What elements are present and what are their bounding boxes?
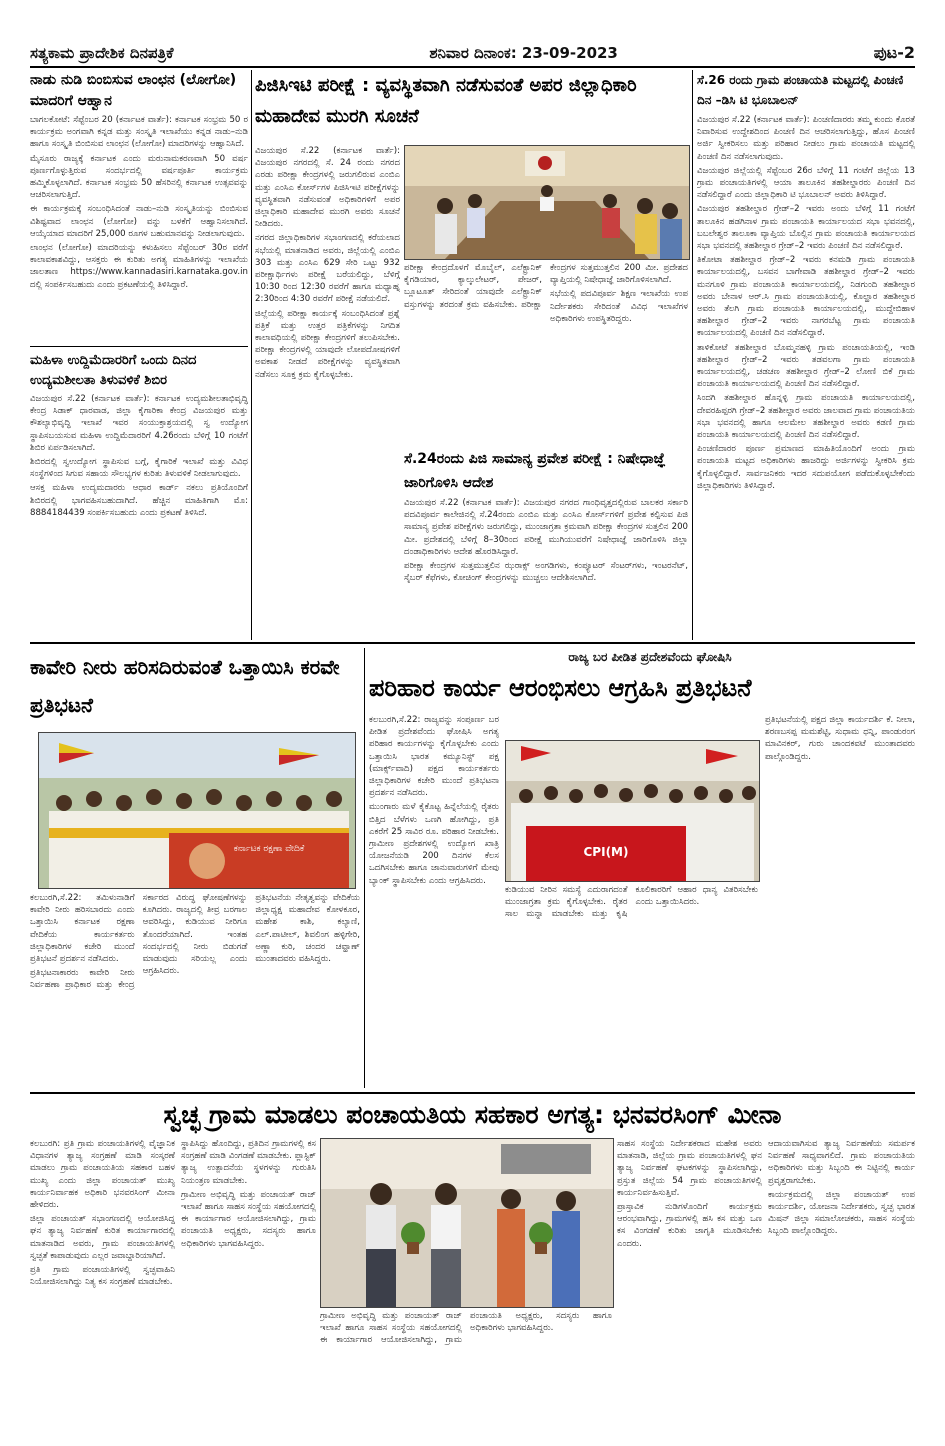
bottom-col-b (181, 1138, 316, 1436)
protest-crowd-image (39, 733, 355, 888)
paragraph: ಮುಂಗಾರು ಮಳೆ ಕೈಕೊಟ್ಟ ಹಿನ್ನೆಲೆಯಲ್ಲಿ ರೈತರು ಬಿತ್ತಿದ ಬೆಳೆಗಳು ಒಣಗಿ ಹೋಗಿದ್ದು, ಪ್ರತಿ ಎಕರೆಗೆ 25 ಸಾವಿರ ರೂ. ಪರಿಹಾರ ನೀಡಬೇಕು. ಗ್ರಾಮೀಣ ಪ್ರದೇಶಗಳಲ್ಲಿ ಉದ್ಯೋಗ ಖಾತ್ರಿ ಯೋಜನೆಯಡಿ 200 ದಿನಗಳ ಕೆಲಸ ಒದಗಿಸಬೇಕು ಹಾಗೂ ಜಾನುವಾರುಗಳಿಗೆ ಮೇವು ಬ್ಯಾಂಕ್ ಸ್ಥಾಪಿಸಬೇಕು ಎಂದು ಆಗ್ರಹಿಸಿದರು. (369, 802, 499, 886)
paragraph: ಈ ಕಾರ್ಯಕ್ರಮಕ್ಕೆ ಸಂಬಂಧಿಸಿದಂತೆ ನಾಡು–ನುಡಿ ಸಂಸ್ಕೃತಿಯನ್ನು ಬಿಂಬಿಸುವ ವಿಶಿಷ್ಟವಾದ ಲಾಂಛನ (ಲೋಗೋ) ವನ್ನು ಬಳಕೆಗೆ ಆಹ್ವಾನಿಸಲಾಗಿದೆ. ಆಯ್ಕೆಯಾದ ಮಾದರಿಗೆ 25,000 ರೂಗಳ ಬಹುಮಾನವನ್ನು ನೀಡಲಾಗುವುದು. (30, 204, 248, 239)
meeting-photo (404, 145, 690, 260)
mid-left-headline: ಕಾವೇರಿ ನೀರು ಹರಿಸದಿರುವಂತೆ ಒತ್ತಾಯಿಸಿ ಕರವೇ ಪ್ರತಿಭಟನೆ (30, 655, 340, 717)
paragraph: ಜಿಲ್ಲೆಯಲ್ಲಿ ಪರೀಕ್ಷಾ ಕಾರ್ಯಕ್ಕೆ ಸಂಬಂಧಿಸಿದಂತೆ ಪ್ರಶ್ನೆ ಪತ್ರಿಕೆ ಮತ್ತು ಉತ್ತರ ಪತ್ರಿಕೆಗಳನ್ನು ನಿಗದಿತ ಕಾಲಾವಧಿಯಲ್ಲಿ ಪರೀಕ್ಷಾ ಕೇಂದ್ರಗಳಿಗೆ ತಲುಪಿಸಬೇಕು. ಪರೀಕ್ಷಾ ಕೇಂದ್ರಗಳಲ್ಲಿ ಯಾವುದೇ ಲೋಪದೋಷಗಳಿಗೆ ಅವಕಾಶ ನೀಡದೆ ಪರೀಕ್ಷೆಗಳನ್ನು ವ್ಯವಸ್ಥಿತವಾಗಿ ನಡೆಸಲು ಸೂಕ್ತ ಕ್ರಮ ಕೈಗೊಳ್ಳಬೇಕು. (255, 308, 400, 380)
paragraph: ನಗರದ ಜಿಲ್ಲಾಧಿಕಾರಿಗಳ ಸಭಾಂಗಣದಲ್ಲಿ ಕರೆಯಲಾದ ಸಭೆಯಲ್ಲಿ ಮಾತನಾಡಿದ ಅವರು, ಜಿಲ್ಲೆಯಲ್ಲಿ ಎಂಬಿಎ 303 ಮತ್ತು ಎಂಸಿಎ 629 ಸೇರಿ ಒಟ್ಟು 932 ಪರೀಕ್ಷಾರ್ಥಿಗಳು ಪರೀಕ್ಷೆ ಬರೆಯಲಿದ್ದು, ಬೆಳಿಗ್ಗೆ 10:30 ರಿಂದ 12:30 ರವರೆಗೆ ಹಾಗೂ ಮಧ್ಯಾಹ್ನ 2:30ರಿಂದ 4:30 ರವರೆಗೆ ಪರೀಕ್ಷೆ ನಡೆಯಲಿದೆ. (255, 233, 400, 305)
col3-headline: ಸೆ.26 ರಂದು ಗ್ರಾಮ ಪಂಚಾಯತಿ ಮಟ್ಟದಲ್ಲಿ ಪಿಂಚಣಿ ದಿನ –ಡಿಸಿ ಟಿ ಭೂಬಾಲನ್ (697, 73, 904, 107)
paragraph: ವಿಜಯಪುರ ಸೆ.22 (ಕರ್ನಾಟಕ ವಾರ್ತೆ): ಕರ್ನಾಟಕ ಉದ್ಯಮಶೀಲತಾಭಿವೃದ್ಧಿ ಕೇಂದ್ರ ಸಿಡಾಕ್ ಧಾರವಾಡ, ಜಿಲ್ಲಾ ಕೈಗಾರಿಕಾ ಕೇಂದ್ರ ವಿಜಯಪುರ ಮತ್ತು ಕೌಶಲ್ಯಾಭಿವೃದ್ಧಿ ಇಲಾಖೆ ಇವರ ಸಂಯುಕ್ತಾಶ್ರಯದಲ್ಲಿ ಸ್ವ ಉದ್ಯೋಗ ಸ್ಥಾಪಿಸಬಯಸುವ ಮಹಿಳಾ ಉದ್ದಿಮೆದಾರರಿಗೆ 4.26ರಂದು ಬೆಳಿಗ್ಗೆ 10 ಗಂಟೆಗೆ ಶಿಬಿರ ಏರ್ಪಡಿಸಲಾಗಿದೆ. (30, 394, 248, 453)
issue-date: ಶನಿವಾರ ದಿನಾಂಕ: 23-09-2023 (429, 44, 618, 62)
paragraph: ತಿಕೋಟಾ ತಹಶೀಲ್ದಾರ ಗ್ರೇಡ್–2 ಇವರು ಕನಮಡಿ ಗ್ರಾಮ ಪಂಚಾಯತಿ ಕಾರ್ಯಾಲಯದಲ್ಲಿ, ಬಸವನ ಬಾಗೇವಾಡಿ ತಹಶೀಲ್ದಾರ ಗ್ರೇಡ್–2 ಇವರು ಮನಗೂಳಿ ಗ್ರಾಮ ಪಂಚಾಯತಿ ಕಾರ್ಯಾಲಯದಲ್ಲಿ, ನಿಡಗುಂದಿ ತಹಶೀಲ್ದಾರ ಅವರು ಬೇನಾಳ ಆರ್.ಸಿ ಗ್ರಾಮ ಪಂಚಾಯತಿಯಲ್ಲಿ, ಕೊಲ್ಹಾರ ತಹಶೀಲ್ದಾರ ಅವರು ತೆಲಗಿ ಗ್ರಾಮ ಪಂಚಾಯತಿ ಕಾರ್ಯಾಲಯದಲ್ಲಿ, ಮುದ್ದೇಬಿಹಾಳ ತಹಶೀಲ್ದಾರ ಗ್ರೇಡ್–2 ಇವರು ನಾಗರಬೆಟ್ಟ ಗ್ರಾಮ ಪಂಚಾಯತಿ ಕಾರ್ಯಾಲಯದಲ್ಲಿ ಪಿಂಚಣಿ ದಿನ ನಡೆಸಲಿದ್ದಾರೆ. (697, 255, 915, 339)
meeting-room-image (405, 146, 689, 259)
paragraph: ಪ್ರಾಸ್ತಾವಿಕ ನುಡಿಗಳೊಂದಿಗೆ ಕಾರ್ಯಕ್ರಮ ಆರಂಭವಾಗಿದ್ದು, ಗ್ರಾಮಗಳಲ್ಲಿ ಹಸಿ ಕಸ ಮತ್ತು ಒಣ ಕಸ ವಿಂಗಡಣೆ ಕುರಿತು ಜಾಗೃತಿ ಮೂಡಿಸಬೇಕು ಎಂದರು. (617, 1202, 762, 1249)
paragraph: ಆದಾಯವಾಗಿಸುವ ತ್ಯಾಜ್ಯ ನಿರ್ವಹಣೆಯ ಸಮರ್ಪಕ ನಿರ್ವಹಣೆ ಸಾಧ್ಯವಾಗಲಿದೆ. ಗ್ರಾಮ ಪಂಚಾಯತಿಯ ಅಧಿಕಾರಿಗಳು ಮತ್ತು ಸಿಬ್ಬಂದಿ ಈ ನಿಟ್ಟಿನಲ್ಲಿ ಕಾರ್ಯ ಪ್ರವೃತ್ತರಾಗಬೇಕು. (768, 1139, 915, 1186)
col2-headline: ಪಿಜಿಸಿಇಟಿ ಪರೀಕ್ಷೆ : ವ್ಯವಸ್ಥಿತವಾಗಿ ನಡೆಸುವಂತೆ ಅಪರ ಜಿಲ್ಲಾಧಿಕಾರಿ ಮಹಾದೇವ ಮುರಗಿ ಸೂಚನೆ (255, 75, 637, 127)
col1-body (30, 114, 248, 344)
mid-right-body-right (765, 714, 915, 1088)
col2-subhead: ಸೆ.24ರಂದು ಪಿಜಿ ಸಾಮಾನ್ಯ ಪ್ರವೇಶ ಪರೀಕ್ಷೆ : ನಿಷೇಧಾಜ್ಞೆ ಜಾರಿಗೊಳಿಸಿ ಆದೇಶ (404, 451, 666, 491)
paragraph: ಮೈಸೂರು ರಾಜ್ಯಕ್ಕೆ ಕರ್ನಾಟಕ ಎಂದು ಮರುನಾಮಕರಣವಾಗಿ 50 ವರ್ಷ ಪೂರ್ಣಗೊಳ್ಳುತ್ತಿರುವ ಸಂದರ್ಭದಲ್ಲಿ ವರ್ಷಪೂರ್ತಿ ಕಾರ್ಯಕ್ರಮ ಹಮ್ಮಿಕೊಳ್ಳಲಾಗಿದೆ. ಕರ್ನಾಟಕ ಸಂಭ್ರಮ 50 ಹೆಸರಿನಲ್ಲಿ ಕರ್ನಾಟಕ ಉತ್ಸವವನ್ನು ಆಚರಿಸಲಾಗುತ್ತಿದೆ. (30, 153, 248, 201)
paragraph: ಸ್ಥಾಪಿಸಿದ್ದು ಹೊಂದಿದ್ದು, ಪ್ರತಿದಿನ ಗ್ರಾಮಗಳಲ್ಲಿ ಕಸ ಸಂಗ್ರಹಣೆ ಮಾಡಿ ವಿಂಗಡಣೆ ಮಾಡಬೇಕು. ಪ್ಲಾಸ್ಟಿಕ್ ತ್ಯಾಜ್ಯ ಉತ್ಪಾದನೆಯ ಸ್ಥಳಗಳನ್ನು ಗುರುತಿಸಿ ನಿಯಂತ್ರಣ ಮಾಡಬೇಕು. (181, 1139, 316, 1186)
paragraph: ವಿಜಯಪುರ ಸೆ.22 (ಕರ್ನಾಟಕ ವಾರ್ತೆ): ವಿಜಯಪುರ ನಗರದ ಗಾಂಧಿವೃತ್ತದಲ್ಲಿರುವ ಬಾಲಕರ ಸರ್ಕಾರಿ ಪದವಿಪೂರ್ವ ಕಾಲೇಜಿನಲ್ಲಿ ಸೆ.24ರಂದು ಎಂಬಿಎ ಮತ್ತು ಎಂಸಿಎ ಕೋರ್ಸ್‌ಗಳಿಗೆ ಪ್ರವೇಶ ಕಲ್ಪಿಸುವ ಪಿಜಿ ಸಾಮಾನ್ಯ ಪ್ರವೇಶ ಪರೀಕ್ಷೆಗಳು ಜರುಗಲಿದ್ದು, ಮುಂಜಾಗ್ರತಾ ಕ್ರಮವಾಗಿ ಪರೀಕ್ಷಾ ಕೇಂದ್ರಗಳ ಸುತ್ತಲಿನ 200 ಮೀ. ಪ್ರದೇಶದಲ್ಲಿ ಬೆಳಿಗ್ಗೆ 8–30ರಿಂದ ಪರೀಕ್ಷೆ ಮುಗಿಯುವರೆಗೆ ನಿಷೇಧಾಜ್ಞೆ ಜಾರಿಗೊಳಿಸಿ ಜಿಲ್ಲಾ ದಂಡಾಧಿಕಾರಿಗಳು ಆದೇಶ ಹೊರಡಿಸಿದ್ದಾರೆ. (404, 498, 688, 557)
column-rule (251, 70, 252, 640)
col2-body-left (255, 145, 400, 635)
paragraph: ಕಲಬುರಗಿ,ಸೆ.22: ತಮಿಳುನಾಡಿಗೆ ಕಾವೇರಿ ನೀರು ಹರಿಸಬಾರದು ಎಂದು ಒತ್ತಾಯಿಸಿ ಕರ್ನಾಟಕ ರಕ್ಷಣಾ ವೇದಿಕೆಯ ಕಾರ್ಯಕರ್ತರು ಜಿಲ್ಲಾಧಿಕಾರಿಗಳ ಕಚೇರಿ ಮುಂದೆ ಪ್ರತಿಭಟನೆ ಪ್ರದರ್ಶನ ನಡೆಸಿದರು. (30, 893, 135, 965)
paragraph: ಜಿಲ್ಲಾ ಪಂಚಾಯತ್ ಸಭಾಂಗಣದಲ್ಲಿ ಆಯೋಜಿಸಿದ್ದ ಘನ ತ್ಯಾಜ್ಯ ನಿರ್ವಹಣೆ ಕುರಿತ ಕಾರ್ಯಾಗಾರದಲ್ಲಿ ಮಾತನಾಡಿದ ಅವರು, ಗ್ರಾಮ ಪಂಚಾಯತಿಗಳಲ್ಲಿ ಸ್ವಚ್ಛತೆ ಕಾಪಾಡುವುದು ಎಲ್ಲರ ಜವಾಬ್ದಾರಿಯಾಗಿದೆ. (30, 1214, 175, 1261)
divider (30, 346, 248, 347)
masthead (30, 40, 915, 68)
bottom-col-d (768, 1138, 915, 1436)
col3-body (697, 114, 915, 636)
paragraph: ವಿಜಯಪುರ ಸೆ.22 (ಕರ್ನಾಟಕ ವಾರ್ತೆ): ಪಿಂಚಣಿದಾರರು ತಮ್ಮ ಕುಂದು ಕೊರತೆ ನಿವಾರಿಸುವ ಉದ್ದೇಶದಿಂದ ಪಿಂಚಣಿ ದಿನ ಆಚರಿಸಲಾಗುತ್ತಿದ್ದು, ಹೊಸ ಪಿಂಚಣಿ ಅರ್ಜಿ ಸ್ವೀಕರಿಸಲು ಮತ್ತು ಪರಿಹಾರ ನೀಡಲು ಗ್ರಾಮ ಪಂಚಾಯತಿ ಮಟ್ಟದಲ್ಲಿ ಪಿಂಚಣಿ ದಿನ ನಡೆಸಲಾಗುವುದು. (697, 115, 915, 162)
col1-headline-2: ಮಹಿಳಾ ಉದ್ದಿಮೆದಾರರಿಗೆ ಒಂದು ದಿನದ ಉದ್ಯಮಶೀಲತಾ ತಿಳುವಳಿಕೆ ಶಿಬಿರ (30, 353, 197, 388)
mid-left-body (30, 892, 360, 1088)
paragraph: ಸಿಂದಗಿ ತಹಶೀಲ್ದಾರ ಹೊನ್ನಳ್ಳಿ ಗ್ರಾಮ ಪಂಚಾಯತಿ ಕಾರ್ಯಾಲಯದಲ್ಲಿ, ದೇವರಹಿಪ್ಪರಗಿ ಗ್ರೇಡ್–2 ತಹಶೀಲ್ದಾರ ಅವರು ಜಾಲವಾದ ಗ್ರಾಮ ಪಂಚಾಯತಿಯ ಸಭಾ ಭವನದಲ್ಲಿ ಹಾಗೂ ಆಲಮೇಲ ತಹಶೀಲ್ದಾರ ಅವರು ಕಡಣಿ ಗ್ರಾಮ ಪಂಚಾಯತಿ ಕಾರ್ಯಾಲಯದಲ್ಲಿ ಪಿಂಚಣಿ ದಿನ ನಡೆಸಲಿದ್ದಾರೆ. (697, 393, 915, 441)
paragraph: ಕುಡಿಯುವ ನೀರಿನ ಸಮಸ್ಯೆ ಎದುರಾಗದಂತೆ ಮುಂಜಾಗ್ರತಾ ಕ್ರಮ ಕೈಗೊಳ್ಳಬೇಕು. ರೈತರ ಸಾಲ ಮನ್ನಾ ಮಾಡಬೇಕು ಮತ್ತು ಕೃಷಿ ಕೂಲಿಕಾರರಿಗೆ ಆಹಾರ ಧಾನ್ಯ ವಿತರಿಸಬೇಕು ಎಂದು ಒತ್ತಾಯಿಸಿದರು. (505, 885, 758, 920)
col2-body-under-photo (404, 262, 688, 462)
paragraph: ಬಾಗಲಕೋಟೆ: ಸೆಪ್ಟೆಂಬರ 20 (ಕರ್ನಾಟಕ ವಾರ್ತೆ): ಕರ್ನಾಟಕ ಸಂಭ್ರಮ 50 ರ ಕಾರ್ಯಕ್ರಮ ಅಂಗವಾಗಿ ಕನ್ನಡ ಮತ್ತು ಸಂಸ್ಕೃತಿ ಇಲಾಖೆಯು ಕನ್ನಡ ನಾಡು–ನುಡಿ ಹಾಗೂ ಸಂಸ್ಕೃತಿ ಬಿಂಬಿಸುವ ಲಾಂಛನ (ಲೋಗೋ) ಮಾದರಿಗಳನ್ನು ಆಹ್ವಾನಿಸಿದೆ. (30, 115, 248, 150)
mid-right-body-under-photo (505, 884, 758, 1088)
paragraph: ಪರೀಕ್ಷಾ ಕೇಂದ್ರಗಳ ಸುತ್ತಮುತ್ತಲಿನ ಝರಾಕ್ಸ್ ಅಂಗಡಿಗಳು, ಕಂಪ್ಯೂಟರ್ ಸೆಂಟರ್‌ಗಳು, ಇಂಟರನೆಟ್, ಸೈಬರ್ ಕೆಫೆಗಳು, ಕೋಚಿಂಗ್ ಕೇಂದ್ರಗಳನ್ನು ಮುಚ್ಚಲು ಆದೇಶಿಸಲಾಗಿದೆ. (404, 561, 688, 584)
bottom-headline: ಸ್ವಚ್ಛ ಗ್ರಾಮ ಮಾಡಲು ಪಂಚಾಯತಿಯ ಸಹಕಾರ ಅಗತ್ಯ: ಭನವರಸಿಂಗ್ ಮೀನಾ (163, 1100, 782, 1129)
paragraph: ವಿಜಯಪುರ ತಹಶೀಲ್ದಾರ ಗ್ರೇಡ್–2 ಇವರು ಅಂದು ಬೆಳಿಗ್ಗೆ 11 ಗಂಟೆಗೆ ತಾಲೂಕಿನ ಹಡಗಿನಾಳ ಗ್ರಾಮ ಪಂಚಾಯತಿ ಕಾರ್ಯಾಲಯದ ಸಭಾ ಭವನದಲ್ಲಿ, ಬಬಲೇಶ್ವರ ತಾಲೂಕಾ ವ್ಯಾಪ್ತಿಯ ಬೊಲ್ಲಿನ ಗ್ರಾಮ ಪಂಚಾಯತಿ ಕಾರ್ಯಾಲಯದ ಸಭಾ ಭವನದಲ್ಲಿ ತಹಶೀಲ್ದಾರ ಗ್ರೇಡ್–2 ಇವರು ಪಿಂಚಣಿ ದಿನ ನಡೆಸಲಿದ್ದಾರೆ. (697, 204, 915, 252)
paragraph: ಪ್ರತಿಭಟನಾಕಾರರು ಕಾವೇರಿ ನೀರು ನಿರ್ವಹಣಾ ಪ್ರಾಧಿಕಾರ ಮತ್ತು ಕೇಂದ್ರ ಸರ್ಕಾರದ ವಿರುದ್ಧ ಘೋಷಣೆಗಳನ್ನು ಕೂಗಿದರು. ರಾಜ್ಯದಲ್ಲಿ ತೀವ್ರ ಬರಗಾಲ ಆವರಿಸಿದ್ದು, ಕುಡಿಯುವ ನೀರಿಗೂ ತೊಂದರೆಯಾಗಿದೆ. ಇಂತಹ ಸಂದರ್ಭದಲ್ಲಿ ನೀರು ಬಿಡುಗಡೆ ಮಾಡುವುದು ಸರಿಯಲ್ಲ ಎಂದು ಆಗ್ರಹಿಸಿದರು. (30, 893, 248, 991)
paragraph: ಪ್ರತಿಭಟನೆಯಲ್ಲಿ ಪಕ್ಷದ ಜಿಲ್ಲಾ ಕಾರ್ಯದರ್ಶಿ ಕೆ. ನೀಲಾ, ಶರಣಬಸಪ್ಪ ಮಮಶೆಟ್ಟಿ, ಸುಧಾಮ ಧನ್ನಿ, ಪಾಂಡುರಂಗ ಮಾವಿನಕರ್, ಗುರು ಚಾಂದಕವಟೆ ಮುಂತಾದವರು ಪಾಲ್ಗೊಂಡಿದ್ದರು. (765, 715, 915, 762)
paragraph: ಗ್ರಾಮೀಣ ಅಭಿವೃದ್ಧಿ ಮತ್ತು ಪಂಚಾಯತ್ ರಾಜ್ ಇಲಾಖೆ ಹಾಗೂ ಸಾಹಸ ಸಂಸ್ಥೆಯ ಸಹಯೋಗದಲ್ಲಿ ಈ ಕಾರ್ಯಾಗಾರ ಆಯೋಜಿಸಲಾಗಿದ್ದು, ಗ್ರಾಮ ಪಂಚಾಯತಿ ಅಧ್ಯಕ್ಷರು, ಸದಸ್ಯರು ಹಾಗೂ ಅಧಿಕಾರಿಗಳು ಭಾಗವಹಿಸಿದ್ದರು. (320, 1311, 612, 1346)
plant-presentation-photo (320, 1138, 614, 1308)
col1-article (30, 70, 248, 635)
paragraph: ಕಲಬುರಗಿ,ಸೆ.22: ರಾಜ್ಯವನ್ನು ಸಂಪೂರ್ಣ ಬರ ಪೀಡಿತ ಪ್ರದೇಶವೆಂದು ಘೋಷಿಸಿ ಅಗತ್ಯ ಪರಿಹಾರ ಕಾರ್ಯಗಳನ್ನು ಕೈಗೊಳ್ಳಬೇಕು ಎಂದು ಒತ್ತಾಯಿಸಿ ಭಾರತ ಕಮ್ಯೂನಿಸ್ಟ್ ಪಕ್ಷ (ಮಾರ್ಕ್ಸ್‌ವಾದಿ) ಪಕ್ಷದ ಕಾರ್ಯಕರ್ತರು ಜಿಲ್ಲಾಧಿಕಾರಿಗಳ ಕಚೇರಿ ಮುಂದೆ ಪ್ರತಿಭಟನಾ ಪ್ರದರ್ಶನ ನಡೆಸಿದರು. (369, 715, 499, 799)
drought-protest-photo (505, 740, 760, 882)
paragraph: ಸಭೆಯಲ್ಲಿ ಪದವಿಪೂರ್ವ ಶಿಕ್ಷಣ ಇಲಾಖೆಯ ಉಪ ನಿರ್ದೇಶಕರು ಸೇರಿದಂತೆ ವಿವಿಧ ಇಲಾಖೆಗಳ ಅಧಿಕಾರಿಗಳು ಉಪಸ್ಥಿತರಿದ್ದರು. (550, 289, 688, 324)
col2-sub-body (404, 497, 688, 637)
bottom-col-c (617, 1138, 762, 1436)
mid-right-body-left (369, 714, 499, 1088)
bottom-col-a (30, 1138, 175, 1436)
column-rule (364, 648, 365, 1088)
kaveri-protest-photo (38, 732, 356, 889)
paragraph: ಗ್ರಾಮೀಣ ಅಭಿವೃದ್ಧಿ ಮತ್ತು ಪಂಚಾಯತ್ ರಾಜ್ ಇಲಾಖೆ ಹಾಗೂ ಸಾಹಸ ಸಂಸ್ಥೆಯ ಸಹಯೋಗದಲ್ಲಿ ಈ ಕಾರ್ಯಾಗಾರ ಆಯೋಜಿಸಲಾಗಿದ್ದು, ಗ್ರಾಮ ಪಂಚಾಯತಿ ಅಧ್ಯಕ್ಷರು, ಸದಸ್ಯರು ಹಾಗೂ ಅಧಿಕಾರಿಗಳು ಭಾಗವಹಿಸಿದ್ದರು. (181, 1189, 316, 1249)
paragraph: ಸಾಹಸ ಸಂಸ್ಥೆಯ ನಿರ್ದೇಶಕರಾದ ಮಹೇಶ ಅವರು ಮಾತನಾಡಿ, ಜಿಲ್ಲೆಯ ಗ್ರಾಮ ಪಂಚಾಯತಿಗಳಲ್ಲಿ ಘನ ತ್ಯಾಜ್ಯ ನಿರ್ವಹಣೆ ಘಟಕಗಳನ್ನು ಸ್ಥಾಪಿಸಲಾಗಿದ್ದು, ಪ್ರಸ್ತುತ ಜಿಲ್ಲೆಯ 54 ಗ್ರಾಮ ಪಂಚಾಯತಿಗಳಲ್ಲಿ ಕಾರ್ಯನಿರ್ವಹಿಸುತ್ತಿವೆ. (617, 1139, 762, 1198)
page-number: ಪುಟ-2 (873, 43, 915, 62)
paragraph: ಪರೀಕ್ಷಾ ಕೇಂದ್ರದೊಳಗೆ ಮೊಬೈಲ್, ಎಲೆಕ್ಟ್ರಾನಿಕ್ ಕೈಗಡಿಯಾರ, ಕ್ಯಾಲ್ಕುಲೇಟರ್, ಪೇಜರ್, ಬ್ಲೂಟೂತ್ ಸೇರಿದಂತೆ ಯಾವುದೇ ಎಲೆಕ್ಟ್ರಾನಿಕ್ ವಸ್ತುಗಳನ್ನು ತರದಂತೆ ಕ್ರಮ ವಹಿಸಬೇಕು. ಪರೀಕ್ಷಾ ಕೇಂದ್ರಗಳ ಸುತ್ತಮುತ್ತಲಿನ 200 ಮೀ. ಪ್ರದೇಶದ ವ್ಯಾಪ್ತಿಯಲ್ಲಿ ನಿಷೇಧಾಜ್ಞೆ ಜಾರಿಗೊಳಿಸಲಾಗಿದೆ. (404, 263, 688, 310)
paragraph: ವಿಜಯಪುರ ಜಿಲ್ಲೆಯಲ್ಲಿ ಸೆಪ್ಟೆಂಬರ 26ರ ಬೆಳಿಗ್ಗೆ 11 ಗಂಟೆಗೆ ಜಿಲ್ಲೆಯ 13 ಗ್ರಾಮ ಪಂಚಾಯತಿಗಳಲ್ಲಿ ಆಯಾ ತಾಲೂಕಿನ ತಹಶೀಲ್ದಾರರು ಪಿಂಚಣಿ ದಿನ ನಡೆಸಲಿದ್ದಾರೆ ಎಂದು ಜಿಲ್ಲಾಧಿಕಾರಿ ಟಿ ಭೂಬಾಲನ್ ಅವರು ತಿಳಿಸಿದ್ದಾರೆ. (697, 165, 915, 201)
officials-with-plants-image (321, 1139, 613, 1307)
banner-text: ಕರ್ನಾಟಕ ರಕ್ಷಣಾ ವೇದಿಕೆ (233, 844, 305, 854)
paragraph: ಪ್ರತಿಭಟನೆಯ ನೇತೃತ್ವವನ್ನು ವೇದಿಕೆಯ ಜಿಲ್ಲಾಧ್ಯಕ್ಷ ಮಹಾದೇವ ಕೋಳಕೂರ, ಮಹೇಶ ಕಾಶಿ, ಕಲ್ಯಾಣಿ, ಎಲ್.ಪಾಟೀಲ್, ಶಿವಲಿಂಗ ಹಳ್ಳಿಗೇರಿ, ಅಣ್ಣಾ ಕುರಿ, ಚಂದರ ಚವ್ಹಾಣ್ ಮುಂತಾದವರು ವಹಿಸಿದ್ದರು. (255, 893, 360, 965)
column-rule (692, 70, 693, 640)
paragraph: ಶಿಬಿರದಲ್ಲಿ ಸ್ವಉದ್ಯೋಗ ಸ್ಥಾಪಿಸುವ ಬಗ್ಗೆ, ಕೈಗಾರಿಕೆ ಇಲಾಖೆ ಮತ್ತು ವಿವಿಧ ಸಂಸ್ಥೆಗಳಿಂದ ಸಿಗುವ ಸಹಾಯ ಸೌಲಭ್ಯಗಳ ಕುರಿತು ತಿಳುವಳಿಕೆ ನೀಡಲಾಗುವುದು. (30, 457, 248, 480)
paragraph: ಆಸಕ್ತ ಮಹಿಳಾ ಉದ್ಯಮದಾರರು ಆಧಾರ ಕಾರ್ಡ್ ನಕಲು ಪ್ರತಿಯೊಂದಿಗೆ ಶಿಬಿರದಲ್ಲಿ ಭಾಗವಹಿಸಬಹುದಾಗಿದೆ. ಹೆಚ್ಚಿನ ಮಾಹಿತಿಗಾಗಿ ಮೊ: 8884184439 ಸಂಪರ್ಕಿಸಬಹುದು ಎಂದು ಪ್ರಕಟಣೆ ತಿಳಿಸಿದೆ. (30, 483, 248, 518)
paragraph: ಕಲಬುರಗಿ: ಪ್ರತಿ ಗ್ರಾಮ ಪಂಚಾಯತಿಗಳಲ್ಲಿ ವೈಜ್ಞಾನಿಕ ವಿಧಾನಗಳ ತ್ಯಾಜ್ಯ ಸಂಗ್ರಹಣೆ ಮಾಡಿ ಸಂಸ್ಕರಣೆ ಮಾಡಲು ಗ್ರಾಮ ಪಂಚಾಯತಿಯ ಸಹಕಾರ ಬಹಳ ಮುಖ್ಯ ಎಂದು ಜಿಲ್ಲಾ ಪಂಚಾಯತ್ ಮುಖ್ಯ ಕಾರ್ಯನಿರ್ವಾಹಕ ಅಧಿಕಾರಿ ಭನವರಸಿಂಗ್ ಮೀನಾ ಹೇಳಿದರು. (30, 1139, 175, 1211)
banner-text: CPI(M) (583, 845, 629, 859)
section-divider (30, 642, 915, 644)
col1-headline: ನಾಡು ನುಡಿ ಬಿಂಬಿಸುವ ಲಾಂಛನ (ಲೋಗೋ) ಮಾದರಿಗೆ ಆಹ್ವಾನ (30, 72, 237, 109)
paragraph: ಕಾರ್ಯಕ್ರಮದಲ್ಲಿ ಜಿಲ್ಲಾ ಪಂಚಾಯತ್ ಉಪ ಕಾರ್ಯದರ್ಶಿ, ಯೋಜನಾ ನಿರ್ದೇಶಕರು, ಸ್ವಚ್ಛ ಭಾರತ ಮಿಷನ್ ಜಿಲ್ಲಾ ಸಮಾಲೋಚಕರು, ಸಾಹಸ ಸಂಸ್ಥೆಯ ಸಿಬ್ಬಂದಿ ಪಾಲ್ಗೊಂಡಿದ್ದರು. (768, 1189, 915, 1237)
col1-body-2 (30, 393, 248, 623)
paper-name: ಸತ್ಯಕಾಮ ಪ್ರಾದೇಶಿಕ ದಿನಪತ್ರಿಕೆ (30, 44, 174, 62)
cpim-protest-image (506, 741, 759, 881)
paragraph: ವಿಜಯಪುರ ಸೆ.22 (ಕರ್ನಾಟಕ ವಾರ್ತೆ): ವಿಜಯಪುರ ನಗರದಲ್ಲಿ ಸೆ. 24 ರಂದು ನಗರದ ಎರಡು ಪರೀಕ್ಷಾ ಕೇಂದ್ರಗಳಲ್ಲಿ ಜರುಗಲಿರುವ ಎಂಬಿಎ ಮತ್ತು ಎಂಸಿಎ ಕೋರ್ಸ್‌ಗಳ ಪಿಜಿಸಿಇಟಿ ಪರೀಕ್ಷೆಗಳನ್ನು ವ್ಯವಸ್ಥಿತವಾಗಿ ನಡೆಸುವಂತೆ ಅಧಿಕಾರಿಗಳಿಗೆ ಅಪರ ಜಿಲ್ಲಾಧಿಕಾರಿ ಮಹಾದೇವ ಮುರಗಿ ಅವರು ಸೂಚನೆ ನೀಡಿದರು. (255, 146, 400, 230)
paragraph: ಪ್ರತಿ ಗ್ರಾಮ ಪಂಚಾಯತಿಗಳಲ್ಲಿ ಸ್ವಚ್ಛವಾಹಿನಿ ನಿಯೋಜಿಸಲಾಗಿದ್ದು ನಿತ್ಯ ಕಸ ಸಂಗ್ರಹಣೆ ಮಾಡಬೇಕು. (30, 1265, 175, 1288)
paragraph: ತಾಳಿಕೋಟೆ ತಹಶೀಲ್ದಾರ ಬೊಮ್ಮನಹಳ್ಳಿ ಗ್ರಾಮ ಪಂಚಾಯತಿಯಲ್ಲಿ, ಇಂಡಿ ತಹಶೀಲ್ದಾರ ಗ್ರೇಡ್–2 ಇವರು ತಡವಲಗಾ ಗ್ರಾಮ ಪಂಚಾಯತಿ ಕಾರ್ಯಾಲಯದಲ್ಲಿ, ಚಡಚಣ ತಹಶೀಲ್ದಾರ ಗ್ರೇಡ್–2 ಲೋಣಿ ಬಿಕೆ ಗ್ರಾಮ ಪಂಚಾಯತಿ ಕಾರ್ಯಾಲಯದಲ್ಲಿ ಪಿಂಚಣಿ ದಿನ ನಡೆಸಲಿದ್ದಾರೆ. (697, 342, 915, 390)
paragraph: ಲಾಂಛನ (ಲೋಗೋ) ಮಾದರಿಯನ್ನು ಕಳುಹಿಸಲು ಸೆಪ್ಟೆಂಬರ್ 30ರ ವರೆಗೆ ಕಾಲಾವಕಾಶವಿದ್ದು, ಆಸಕ್ತರು ಈ ಕುರಿತು ಅಗತ್ಯ ಮಾಹಿತಿಗಳನ್ನು ಇಲಾಖೆಯ ಜಾಲತಾಣ https://www.kannadasiri.karnataka.gov.in ದಲ್ಲಿ ಸಂಪರ್ಕಿಸಬಹುದು ಎಂದು ಪ್ರಕಟಣೆಯಲ್ಲಿ ತಿಳಿಸಿದ್ದಾರೆ. (30, 243, 248, 290)
section-divider (30, 1092, 915, 1094)
paragraph: ಪಿಂಚಣಿದಾರರ ಪೂರ್ಣ ಪ್ರಮಾಣದ ಮಾಹಿತಿಯೊಂದಿಗೆ ಅಂದು ಗ್ರಾಮ ಪಂಚಾಯತಿ ಮಟ್ಟದ ಅಧಿಕಾರಿಗಳು ಹಾಜರಿದ್ದು ಅರ್ಜಿಗಳನ್ನು ಸ್ವೀಕರಿಸಿ ಕ್ರಮ ಕೈಗೊಳ್ಳಲಿದ್ದಾರೆ. ಸಾರ್ವಜನಿಕರು ಇದರ ಸದುಪಯೋಗ ಪಡೆದುಕೊಳ್ಳಬೇಕೆಂದು ಜಿಲ್ಲಾಧಿಕಾರಿಗಳು ತಿಳಿಸಿದ್ದಾರೆ. (697, 444, 915, 491)
bottom-under-photo (320, 1310, 612, 1436)
mid-right-kicker: ರಾಜ್ಯ ಬರ ಪೀಡಿತ ಪ್ರದೇಶವೆಂದು ಘೋಷಿಸಿ (568, 650, 732, 664)
mid-right-headline: ಪರಿಹಾರ ಕಾರ್ಯ ಆರಂಭಿಸಲು ಆಗ್ರಹಿಸಿ ಪ್ರತಿಭಟನೆ (369, 674, 752, 702)
